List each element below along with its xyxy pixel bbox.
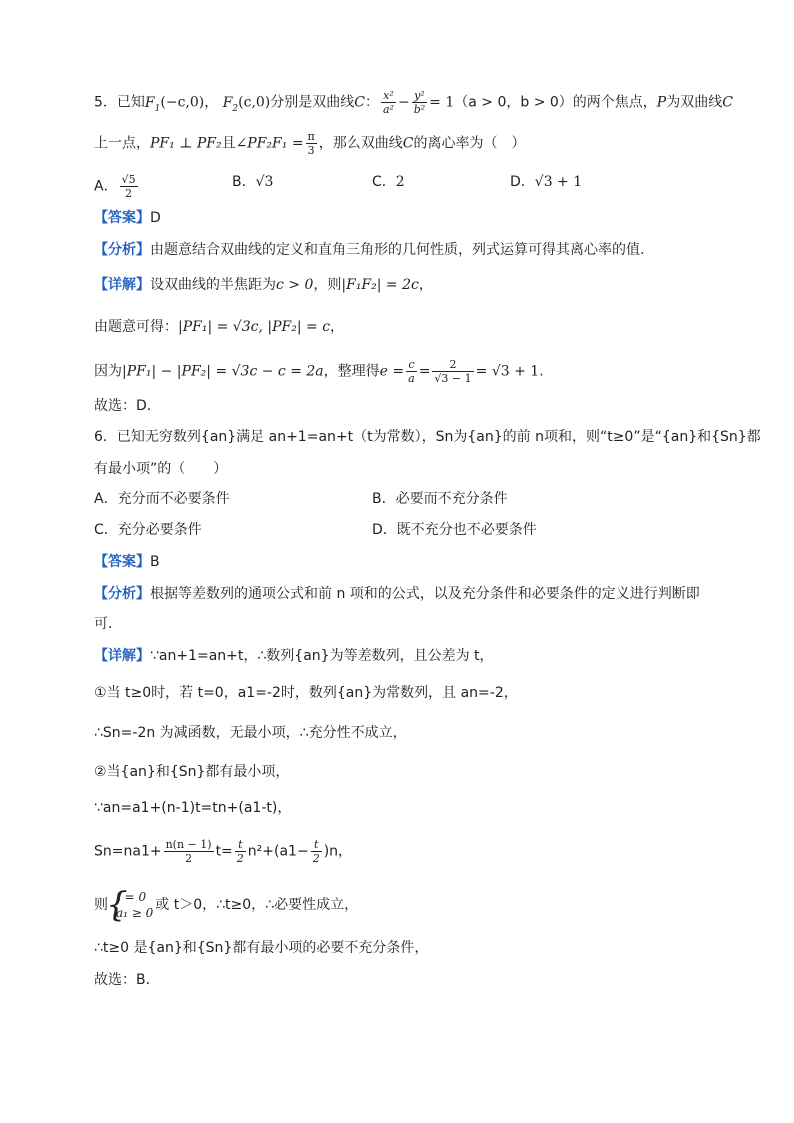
q6-detail-2: ①当 t≥0时，若 t=0，a1=-2时，数列{an}为常数列，且 an=-2， [94, 685, 518, 701]
hyperbola-y-term: $\frac{\text{y²}}{\text{b²}}$ [413, 89, 426, 116]
q6-detail-6: Sn=na1+ $\frac{n(n - 1)}{2}$ t= $\frac{t}{2}$ n²+(a1− $\frac{t}{2}$ )n， [94, 838, 353, 865]
q5-detail-1: 【详解】设双曲线的半焦距为c > 0，则|F₁F₂| = 2c， [94, 277, 433, 293]
q5-detail-2: 由题意可得：|PF₁| = √3c, |PF₂| = c， [94, 319, 345, 335]
q6-detail-3: ∴Sn=-2n 为减函数，无最小项，∴充分性不成立， [94, 725, 407, 741]
q6-option-c: C．充分必要条件 [94, 522, 202, 538]
q6-detail-4: ②当{an}和{Sn}都有最小项， [94, 764, 290, 780]
q6-conclusion: 故选：B． [94, 972, 160, 988]
q6-option-b: B．必要而不充分条件 [372, 491, 508, 507]
q6-detail-8: ∴t≥0 是{an}和{Sn}都有最小项的必要不充分条件， [94, 940, 429, 956]
q6-detail-5: ∵an=a1+(n-1)t=tn+(a1-t)， [94, 800, 292, 816]
q5-analysis: 【分析】由题意结合双曲线的定义和直角三角形的几何性质，列式运算可得其离心率的值. [94, 242, 645, 258]
q6-analysis-2: 可． [94, 616, 122, 632]
q5-stem-line1: 5．已知$F_1(-c,0)$， $F_2(c,0)$分别是双曲线C： $\frac{\text{x²}}{\text{a²}}$ − $\frac{\text{y²}}{\text{b²}}$ = 1（a > 0，b > 0）的两个焦点，P为双曲线C [94, 89, 733, 116]
q6-analysis-1: 【分析】根据等差数列的通项公式和前 n 项和的公式，以及充分条件和必要条件的定义进行判断即 [94, 586, 700, 602]
q5-option-b: B．√3 [232, 174, 274, 190]
q5-option-c: C．2 [372, 174, 405, 190]
q6-option-a: A．充分而不必要条件 [94, 491, 230, 507]
q6-option-d: D．既不充分也不必要条件 [372, 522, 537, 538]
pi-over-3: $\frac{\pi}{3}$ [307, 130, 315, 157]
q6-answer: 【答案】B [94, 554, 160, 570]
q5-stem-line2: 上一点，PF₁ ⊥ PF₂且∠PF₂F₁ = $\frac{\pi}{3}$ ，那么双曲线C的离心率为（ ） [94, 130, 526, 157]
q5-detail-3: 因为|PF₁| − |PF₂| = √3c − c = 2a，整理得e = $\frac{c}{a}$ = $\frac{2}{√3 - 1}$ = √3 + 1. [94, 358, 544, 385]
q5-option-d: D．√3 + 1 [510, 174, 583, 190]
case-brace: { t = 0 a₁ ≥ 0 [108, 889, 153, 921]
q5-conclusion: 故选：D. [94, 398, 152, 414]
q6-detail-7: 则 { t = 0 a₁ ≥ 0 或 t＞0，∴t≥0，∴必要性成立， [94, 889, 358, 921]
q6-stem-line2: 有最小项”的（ ） [94, 461, 228, 477]
q6-stem-line1: 6．已知无穷数列{an}满足 an+1=an+t（t为常数），Sn为{an}的前 n项和，则“t≥0”是“{an}和{Sn}都 [94, 429, 761, 445]
hyperbola-x-term: $\frac{\text{x²}}{\text{a²}}$ [382, 89, 394, 116]
f1-label: $F_1$ [144, 94, 161, 114]
q5-option-a: A． $\frac{√5}{2}$ [94, 173, 136, 200]
q5-answer: 【答案】D [94, 210, 161, 226]
q6-detail-1: 【详解】∵an+1=an+t，∴数列{an}为等差数列，且公差为 t， [94, 648, 494, 664]
